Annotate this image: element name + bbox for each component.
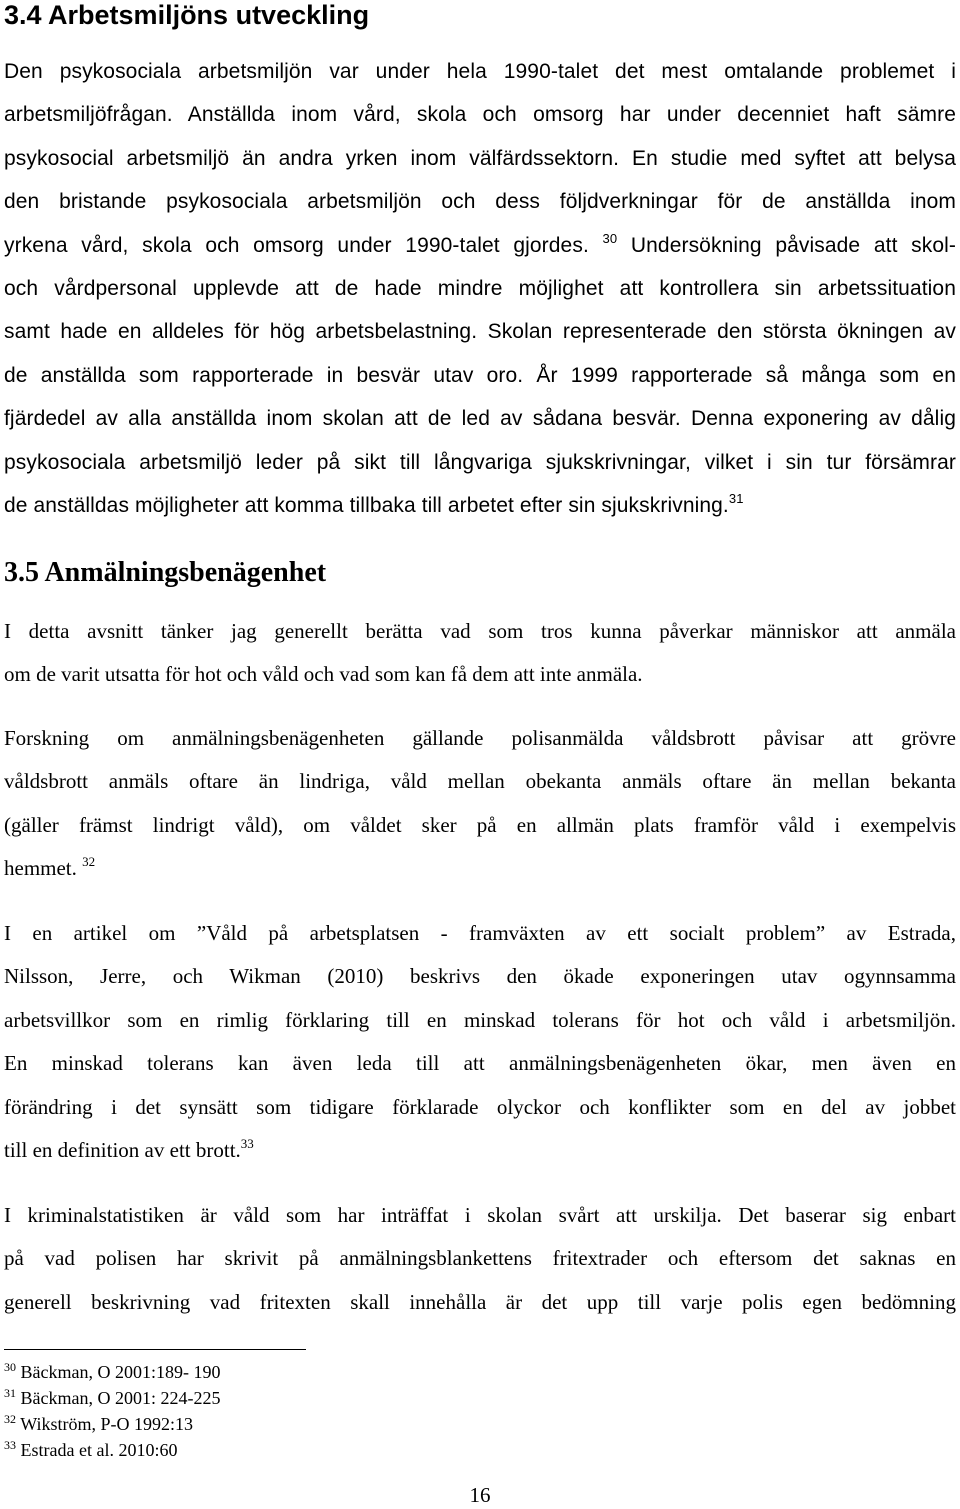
paragraph-intro — [4, 610, 956, 697]
footnote-item — [4, 1437, 220, 1463]
text-segment: yrkena vård, skola och omsorg under 1990-talet gjordes. — [4, 233, 589, 257]
footnote-item — [4, 1411, 220, 1437]
text-line: om de varit utsatta för hot och våld och vad som kan få dem att inte anmäla. — [4, 662, 643, 687]
text-line: den bristande psykosociala arbetsmiljön och dess följdverkningar för de anställda inom — [4, 190, 956, 214]
footnote-text: Bäckman, O 2001: 224-225 — [20, 1388, 221, 1408]
footnote-number: 33 — [4, 1438, 16, 1452]
text-line: arbetsvillkor som en rimlig förklaring till en minskad tolerans för hot och våld i arbetsmiljön. — [4, 1007, 956, 1032]
footnote-ref-33[interactable]: 33 — [240, 1135, 254, 1151]
footnote-text: Wikström, P-O 1992:13 — [20, 1414, 193, 1434]
text-line: våldsbrott anmäls oftare än lindriga, våld mellan obekanta anmäls oftare än mellan bekanta — [4, 769, 956, 794]
text-line: samt hade en alldeles för hög arbetsbelastning. Skolan representerade den största ökningen av — [4, 320, 956, 344]
paragraph-kriminalstatistik — [4, 1194, 956, 1324]
footnote-text: Bäckman, O 2001:189- 190 — [20, 1362, 221, 1382]
paragraph-arbetsmiljo — [4, 50, 956, 527]
text-segment: Undersökning påvisade att skol- — [630, 233, 956, 257]
text-segment: till en definition av ett brott. — [4, 1137, 241, 1162]
footnote-ref-32[interactable]: 32 — [82, 854, 96, 870]
text-line — [4, 484, 956, 527]
text-line: Nilsson, Jerre, och Wikman (2010) beskrivs den ökade exponeringen utav ogynnsamma — [4, 964, 956, 989]
text-line: generell beskrivning vad fritexten skall innehålla är det upp till varje polis egen bedömning — [4, 1289, 956, 1314]
text-line: förändring i det synsätt som tidigare förklarade olyckor och konflikter som en del av jobbet — [4, 1094, 956, 1119]
section-heading-3-5: 3.5 Anmälningsbenägenhet — [4, 557, 327, 588]
footnote-number: 32 — [4, 1412, 16, 1426]
footnote-item — [4, 1359, 220, 1385]
footnote-text: Estrada et al. 2010:60 — [20, 1440, 178, 1460]
text-line: I kriminalstatistiken är våld som har inträffat i skolan svårt att urskilja. Det baserar sig enbart — [4, 1203, 956, 1227]
text-line: och vårdpersonal upplevde att de hade mindre möjlighet att kontrollera sin arbetssituation — [4, 276, 956, 300]
paragraph-artikel — [4, 912, 956, 1172]
paragraph-forskning — [4, 717, 956, 891]
text-line: Forskning om anmälningsbenägenheten gällande polisanmälda våldsbrott påvisar att grövre — [4, 726, 956, 750]
text-line: de anställda som rapporterade in besvär utav oro. År 1999 rapporterade så många som en — [4, 363, 956, 387]
text-line — [4, 224, 956, 267]
footnote-number: 31 — [4, 1386, 16, 1400]
text-line: I detta avsnitt tänker jag generellt berätta vad som tros kunna påverkar människor att anmäla — [4, 619, 956, 643]
text-line: fjärdedel av alla anställda inom skolan att de led av sådana besvär. Denna exponering av dålig — [4, 407, 956, 431]
text-line: på vad polisen har skrivit på anmälningsblankettens fritextrader och eftersom det saknas en — [4, 1246, 956, 1271]
text-line: I en artikel om ”Våld på arbetsplatsen - framväxten av ett socialt problem” av Estrada, — [4, 921, 956, 945]
text-line: (gäller främst lindrigt våld), om våldet sker på en allmän plats framför våld i exempelvis — [4, 812, 956, 837]
footnote-divider — [4, 1349, 306, 1350]
text-line — [4, 847, 956, 890]
text-line: psykosociala arbetsmiljö leder på sikt till långvariga sjukskrivningar, vilket i sin tur försämrar — [4, 450, 956, 474]
footnote-ref-30[interactable]: 30 — [602, 230, 618, 246]
text-line: arbetsmiljöfrågan. Anställda inom vård, skola och omsorg har under decenniet haft sämre — [4, 103, 956, 127]
footnotes — [4, 1359, 220, 1463]
footnote-number: 30 — [4, 1360, 16, 1374]
section-heading-3-4: 3.4 Arbetsmiljöns utveckling — [4, 0, 370, 30]
footnote-item — [4, 1385, 220, 1411]
text-line: Den psykosociala arbetsmiljön var under hela 1990-talet det mest omtalande problemet i — [4, 60, 956, 83]
text-line: psykosocial arbetsmiljö än andra yrken inom välfärdssektorn. En studie med syftet att belysa — [4, 146, 956, 170]
text-line: En minskad tolerans kan även leda till att anmälningsbenägenheten ökar, men även en — [4, 1051, 956, 1076]
text-segment: hemmet. — [4, 856, 77, 881]
page-number: 16 — [469, 1483, 491, 1507]
footnote-ref-31[interactable]: 31 — [728, 490, 744, 506]
text-segment: de anställdas möjligheter att komma tillbaka till arbetet efter sin sjukskrivning. — [4, 493, 729, 517]
text-line — [4, 1129, 956, 1172]
